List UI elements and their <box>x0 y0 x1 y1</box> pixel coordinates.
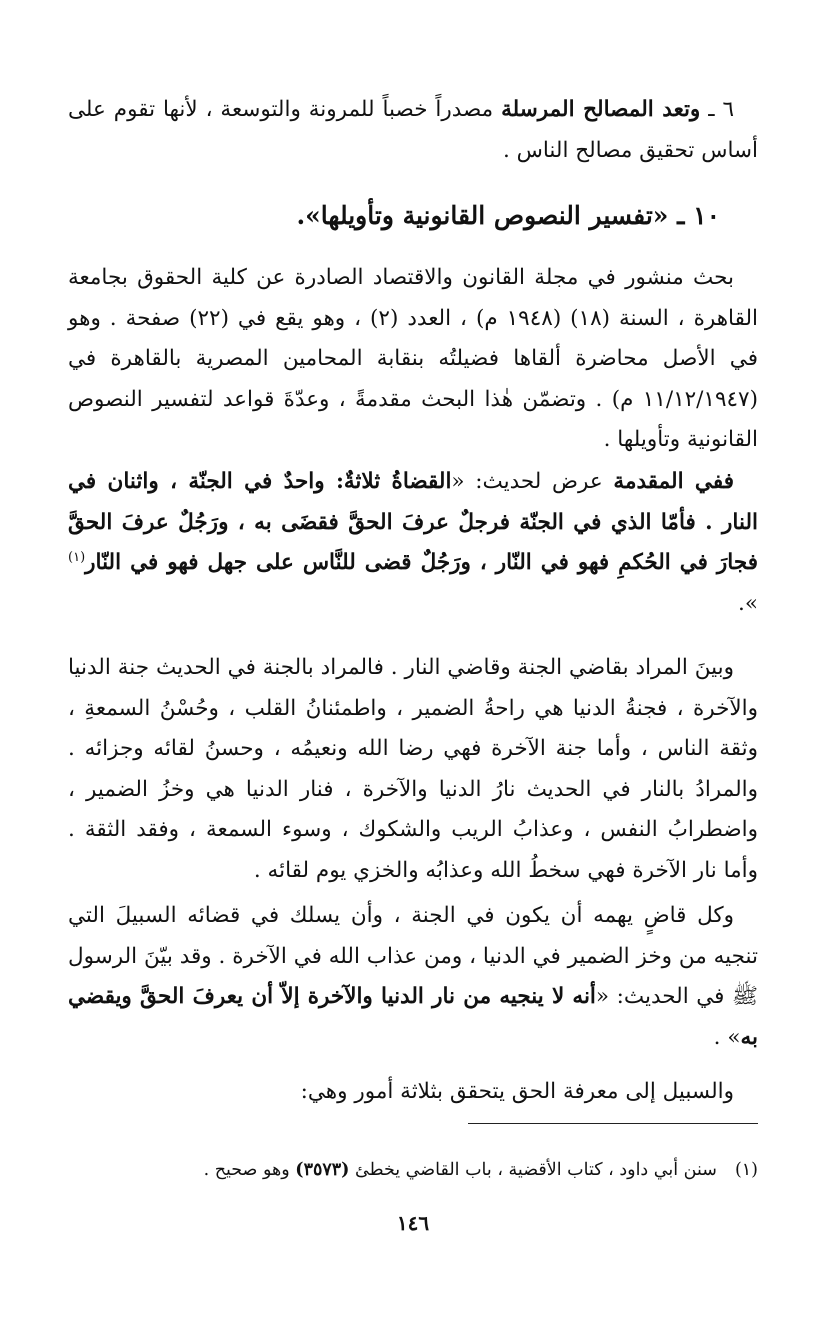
book-page <box>68 90 758 1319</box>
footnote-reference[interactable]: (١) <box>68 549 86 565</box>
footnote <box>68 1155 758 1185</box>
judge-quote: أنه لا ينجيه من نار الدنيا والآخرة إلاّ أن يعرفَ الحقَّ ويقضي به <box>68 984 758 1050</box>
hadith-close: ». <box>738 590 758 616</box>
footnote-number: (١) <box>734 1160 758 1180</box>
judge-paragraph <box>68 896 758 1058</box>
item-6-number: ٦ ـ <box>700 97 734 122</box>
judge-text: وكل قاضٍ يهمه أن يكون في الجنة ، وأن يسلك في قضائه السبيلَ التي تنجيه من وخز الضمير في الدنيا ، ومن عذاب الله في الآخرة . وقد بيّنَ الرسول ﷺ في الحديث: « <box>68 903 758 1009</box>
page-number: ١٤٦ <box>396 1211 430 1235</box>
item-6-text: مصدراً خصباً للمرونة والتوسعة ، لأنها تقوم على أساس تحقيق مصالح الناس . <box>68 97 758 163</box>
footnote-text: سنن أبي داود ، كتاب الأقضية ، باب القاضي يخطئ <box>349 1160 717 1180</box>
hadith-intro-text: عرض لحديث: « <box>451 469 614 494</box>
judge-close: » . <box>713 1024 741 1050</box>
section-heading: ١٠ ـ «تفسير النصوص القانونية وتأويلها». <box>296 201 720 230</box>
footnote-tail: وهو صحيح . <box>203 1160 296 1180</box>
item-6-paragraph <box>68 90 758 171</box>
hadith-intro-bold: ففي المقدمة <box>613 469 735 494</box>
footnote-hadith-number: (٣٥٧٣) <box>295 1160 350 1180</box>
hadith-quote: القضاةُ ثلاثةٌ: واحدٌ في الجنّة ، واثنان في النار . فأمّا الذي في الجنّة فرجلٌ عرفَ الحقَّ فقضَى به ، ورَجُلٌ عرفَ الحقَّ فجارَ في الحُكمِ فهو في النّار ، ورَجُلٌ قضى للنَّاس على جهل فهو في النّار <box>68 469 758 575</box>
meaning-paragraph: وبينَ المراد بقاضي الجنة وقاضي النار . فالمراد بالجنة في الحديث جنة الدنيا والآخرة ، فجنةُ الدنيا هي راحةُ الضمير ، واطمئنانُ القلب ، وحُسْنُ السمعةِ ، وثقة الناس ، وأما جنة الآخرة فهي رضا الله ونعيمُه ، وحسنُ لقائه وجزائه . والمرادُ بالنار في الحديث نارُ الدنيا والآخرة ، فنار الدنيا هي وخزُ الضمير ، واضطرابُ النفس ، وعذابُ الريب والشكوك ، وسوء السمعة ، وفقد الثقة . وأما نار الآخرة فهي سخطُ الله وعذابُه والخزي يوم لقائه . <box>68 655 758 883</box>
hadith-paragraph <box>68 462 758 624</box>
intro-paragraph: بحث منشور في مجلة القانون والاقتصاد الصادرة عن كلية الحقوق بجامعة القاهرة ، السنة (١٨) (١٩٤٨ م) ، العدد (٢) ، وهو يقع في (٢٢) صفحة . وهو في الأصل محاضرة ألقاها فضيلتُه بنقابة المحامين المصرية بالقاهرة في (١١/١٢/١٩٤٧ م) . وتضمّن هٰذا البحث مقدمةً ، وعدّةَ قواعد لتفسير النصوص القانونية وتأويلها . <box>68 265 758 452</box>
path-paragraph: والسبيل إلى معرفة الحق يتحقق بثلاثة أمور وهي: <box>300 1079 734 1104</box>
footnote-separator <box>468 1123 758 1124</box>
item-6-bold-term: وتعد المصالح المرسلة <box>501 97 701 122</box>
